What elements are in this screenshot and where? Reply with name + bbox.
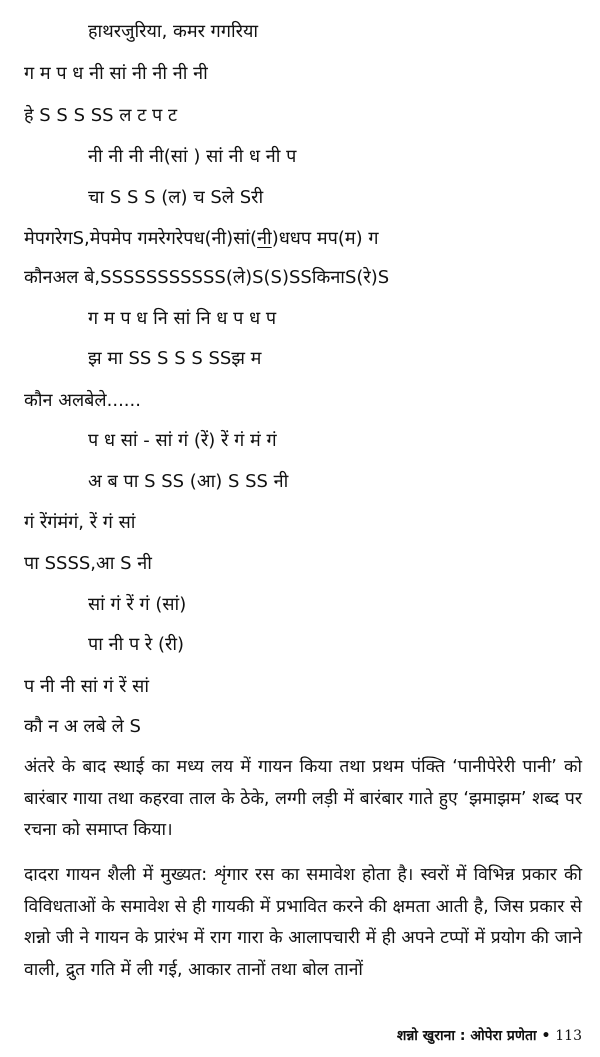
notation-line: चा S S S (ल) च Sले Sरी (88, 187, 264, 208)
notation-line: कौन अलबेले...... (24, 390, 141, 411)
page-footer (397, 1026, 582, 1045)
notation-line: कौ न अ लबे ले S (24, 716, 141, 737)
bullet: • (541, 1028, 551, 1044)
notation-line: झ मा SS S S S SSझ म (88, 348, 262, 369)
paragraph: अंतरे के बाद स्थाई का मध्य लय में गायन किया तथा प्रथम पंक्ति ‘पानीपेरेरी पानी’ को बारंबार गाया तथा कहरवा ताल के ठेके, लग्गी लड़ी में बारंबार गाते हुए ‘झमाझम’ शब्द पर रचना को समाप्त किया। (24, 757, 582, 840)
notation-line: पा नी प रे (री) (88, 634, 185, 655)
notation-line: हे S S S SS ल ट प ट (24, 105, 178, 126)
underlined-note: नी (257, 228, 272, 249)
notation-line: प ध सां - सां गं (रें) रें गं मं गं (88, 430, 277, 451)
notation-line: पा SSSS,आ S नी (24, 553, 152, 574)
running-title: शन्नो खुराना : ओपेरा प्रणेता (396, 1028, 537, 1044)
page-number: 113 (555, 1028, 582, 1044)
notation-text: )धधप मप(म) ग (271, 228, 379, 249)
notation-line: गं रेंगंमंगं, रें गं सां (24, 512, 136, 533)
notation-line: हाथरजुरिया, कमर गगरिया (88, 21, 259, 42)
notation-line: सां गं रें गं (सां) (88, 594, 187, 615)
notation-line: ग म प ध नि सां नि ध प ध प (88, 308, 277, 329)
notation-text: मेपगरेगS,मेपमेप गमरेगरेपध(नी)सां( (24, 228, 258, 249)
notation-line: प नी नी सां गं रें सां (24, 676, 150, 697)
notation-line: नी नी नी नी(सां ) सां नी ध नी प (88, 146, 297, 167)
notation-line: ग म प ध नी सां नी नी नी नी (24, 63, 208, 84)
notation-line: अ ब पा S SS (आ) S SS नी (88, 471, 289, 492)
notation-line: कौनअल बे,SSSSSSSSSSS(ले)S(S)SSकिनाS(रे)S (24, 267, 390, 288)
notation-line (24, 227, 378, 251)
paragraph: दादरा गायन शैली में मुख्यत: शृंगार रस का समावेश होता है। स्वरों में विभिन्न प्रकार की विविधताओं के समावेश से ही गायकी में प्रभावित करने की क्षमता आती है, जिस प्रकार से शन्नो जी ने गायन के प्रारंभ में राग गारा के आलापचारी में ही अपने टप्पों में प्रयोग की जाने वाली, द्रुत गति में ली गई, आकार तानों तथा बोल तानों (24, 865, 582, 980)
